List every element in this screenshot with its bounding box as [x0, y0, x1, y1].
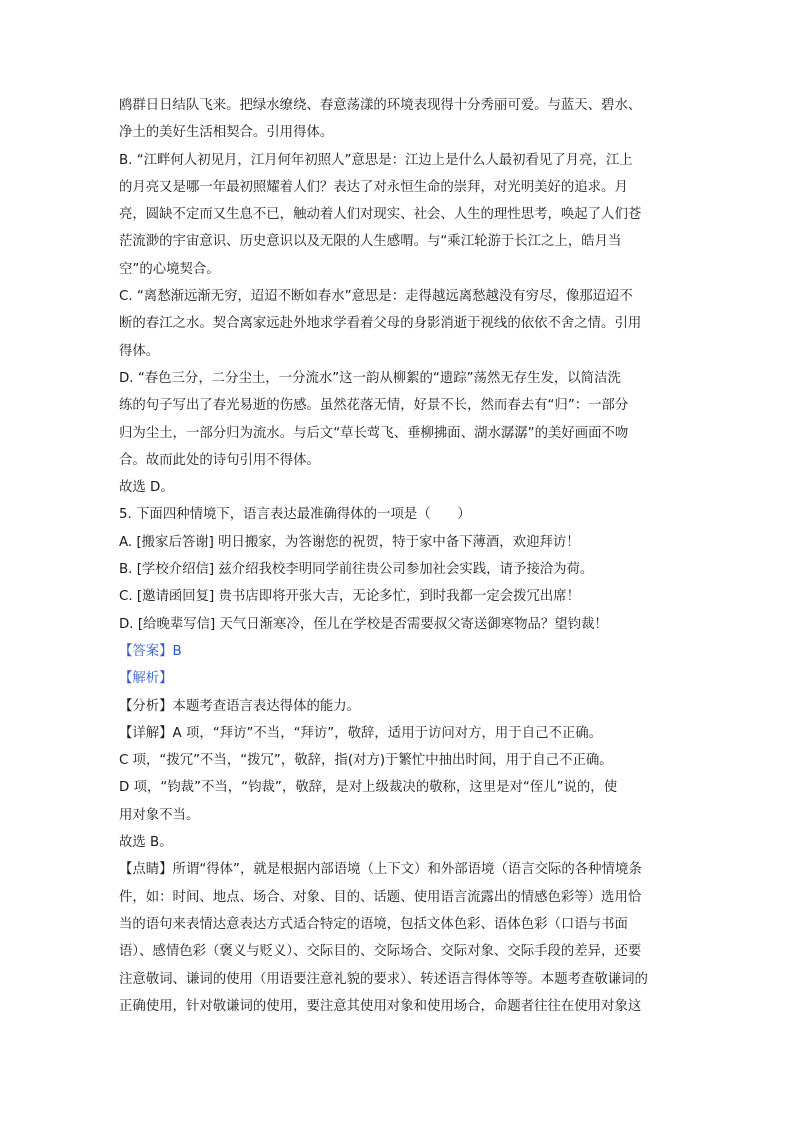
text-line: 件，如：时间、地点、场合、对象、目的、话题、使用语言流露出的情感色彩等）选用恰 [119, 889, 642, 905]
text-line: 空”的心境契合。 [119, 261, 220, 277]
text-line: A. [搬家后答谢] 明日搬家，为答谢您的祝贺，特于家中备下薄酒，欢迎拜访！ [119, 534, 580, 550]
text-line: C. “离愁渐远渐无穷，迢迢不断如春水”意思是：走得越远离愁越没有穷尽，像那迢迢不 [119, 289, 633, 305]
text-line: B. [学校介绍信] 兹介绍我校李明同学前往贵公司参加社会实践，请予接洽为荷。 [119, 562, 594, 578]
text-line: 鸥群日日结队飞来。把绿水缭绕、春意荡漾的环境表现得十分秀丽可爱。与蓝天、碧水、 [119, 98, 642, 113]
text-line: D 项，“钧裁”不当，“钧裁”，敬辞，是对上级裁决的敬称，这里是对“侄儿”说的，使 [119, 780, 618, 796]
text-line: 注意敬词、谦词的使用（用语要注意礼貌的要求）、转述语言得体等等。本题考查敬谦词的 [119, 971, 648, 987]
text-line: 得体。 [119, 343, 160, 359]
document-body [119, 92, 679, 1020]
text-line: 用对象不当。 [119, 807, 200, 823]
text-line: 归为尘土，一部分归为流水。与后文“草长莺飞、垂柳拂面、湖水潺潺”的美好画面不吻 [119, 425, 629, 441]
text-line: 的月亮又是哪一年最初照耀着人们？表达了对永恒生命的崇拜，对光明美好的追求。月 [119, 179, 628, 195]
text-line: 5. 下面四种情境下，语言表达最准确得体的一项是（ ） [119, 507, 471, 523]
text-line: 净土的美好生活相契合。引用得体。 [119, 125, 334, 141]
text-line: D. “春色三分，二分尘土，一分流水”这一韵从柳絮的“遗踪”荡然无存生发，以简洁洗 [119, 370, 621, 386]
text-line: 茫流渺的宇宙意识、历史意识以及无限的人生感喟。与“乘江轮游于长江之上，皓月当 [119, 234, 622, 250]
text-line: 正确使用，针对敬谦词的使用，要注意其使用对象和使用场合，命题者往往在使用对象这 [119, 998, 642, 1014]
text-line: 【解析】 [119, 671, 173, 687]
text-line: 【分析】本题考查语言表达得体的能力。 [119, 698, 361, 714]
text-line: D. [给晚辈写信] 天气日渐寒冷，侄儿在学校是否需要叔父寄送御寒物品？望钧裁！ [119, 616, 608, 632]
text-line: B. “江畔何人初见月，江月何年初照人”意思是：江边上是什么人最初看见了月亮，江上 [119, 152, 633, 168]
text-line: C. [邀请函回复] 贵书店即将开张大吉，无论多忙，到时我都一定会拨冗出席！ [119, 589, 581, 605]
text-line: 【详解】A 项，“拜访”不当，“拜访”，敬辞，适用于访问对方，用于自己不正确。 [119, 725, 603, 741]
text-line: 当的语句来表情达意表达方式适合特定的语境，包括文体色彩、语体色彩（口语与书面 [119, 916, 628, 932]
text-line: 合。故而此处的诗句引用不得体。 [119, 452, 320, 468]
text-line: 亮，圆缺不定而又生息不已，触动着人们对现实、社会、人生的理性思考，唤起了人们苍 [119, 207, 642, 223]
text-line: 【点睛】所谓“得体”，就是根据内部语境（上下文）和外部语境（语言交际的各种情境条 [119, 862, 642, 878]
text-line: 故选 D。 [119, 480, 174, 496]
text-line: 练的句子写出了春光易逝的伤感。虽然花落无情，好景不长，然而春去有“归”：一部分 [119, 398, 629, 414]
text-line: 故选 B。 [119, 835, 173, 851]
text-line: 【答案】B [119, 643, 182, 659]
text-line: 语）、感情色彩（褒义与贬义）、交际目的、交际场合、交际对象、交际手段的差异，还要 [119, 944, 642, 960]
text-line: C 项，“拨冗”不当，“拨冗”，敬辞，指(对方)于繁忙中抽出时间，用于自己不正确。 [119, 753, 613, 769]
text-line: 断的春江之水。契合离家远赴外地求学看着父母的身影消逝于视线的依依不舍之情。引用 [119, 316, 642, 332]
